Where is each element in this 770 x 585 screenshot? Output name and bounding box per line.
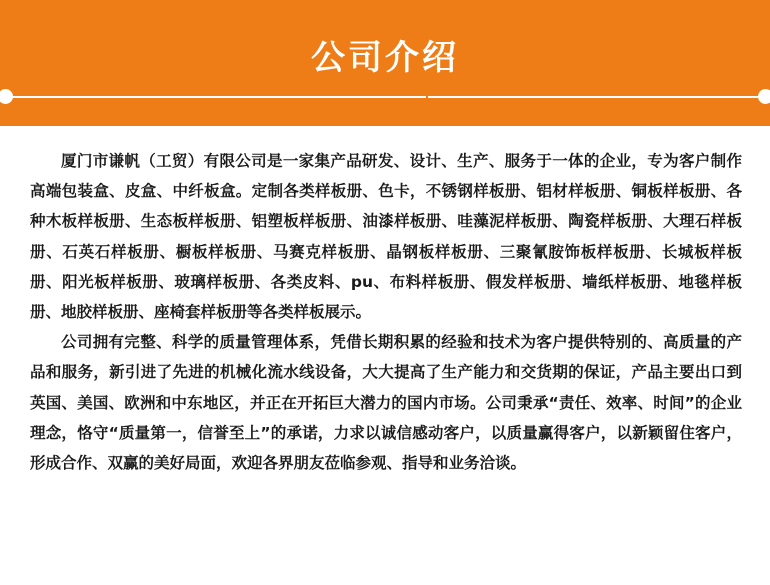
divider-line-right xyxy=(428,96,766,98)
header-banner xyxy=(0,0,770,126)
divider-line-left xyxy=(4,96,426,98)
intro-paragraph-2: 公司拥有完整、科学的质量管理体系，凭借长期积累的经验和技术为客户提供特别的、高质量的产品和服务，新引进了先进的机械化流水线设备，大大提高了生产能力和交货期的保证，产品主要出口到英国、美国、欧洲和中东地区，并正在开拓巨大潜力的国内市场。公司秉承“责任、效率、时间”的企业理念，恪守“质量第一，信誉至上”的承诺，力求以诚信感动客户，以质量赢得客户，以新颖留住客户，形成合作、双赢的美好局面，欢迎各界朋友莅临参观、指导和业务洽谈。 xyxy=(30,333,742,473)
divider-dot-left xyxy=(0,89,13,104)
intro-paragraph-1: 厦门市谦帆（工贸）有限公司是一家集产品研发、设计、生产、服务于一体的企业，专为客户制作高端包装盒、皮盒、中纤板盒。定制各类样板册、色卡，不锈钢样板册、铝材样板册、铜板样板册、各种木板样板册、生态板样板册、铝塑板样板册、油漆样板册、哇藻泥样板册、陶瓷样板册、大理石样板册、石英石样板册、橱板样板册、马赛克样板册、晶钢板样板册、三聚氰胺饰板样板册、长城板样板册、阳光板样板册、玻璃样板册、各类皮料、pu、布料样板册、假发样板册、墙纸样板册、地毯样板册、地胶样板册、座椅套样板册等各类样板展示。 xyxy=(30,152,742,322)
page-title: 公司介绍 xyxy=(311,38,459,78)
divider-dot-right xyxy=(758,89,770,104)
intro-content xyxy=(30,146,742,478)
